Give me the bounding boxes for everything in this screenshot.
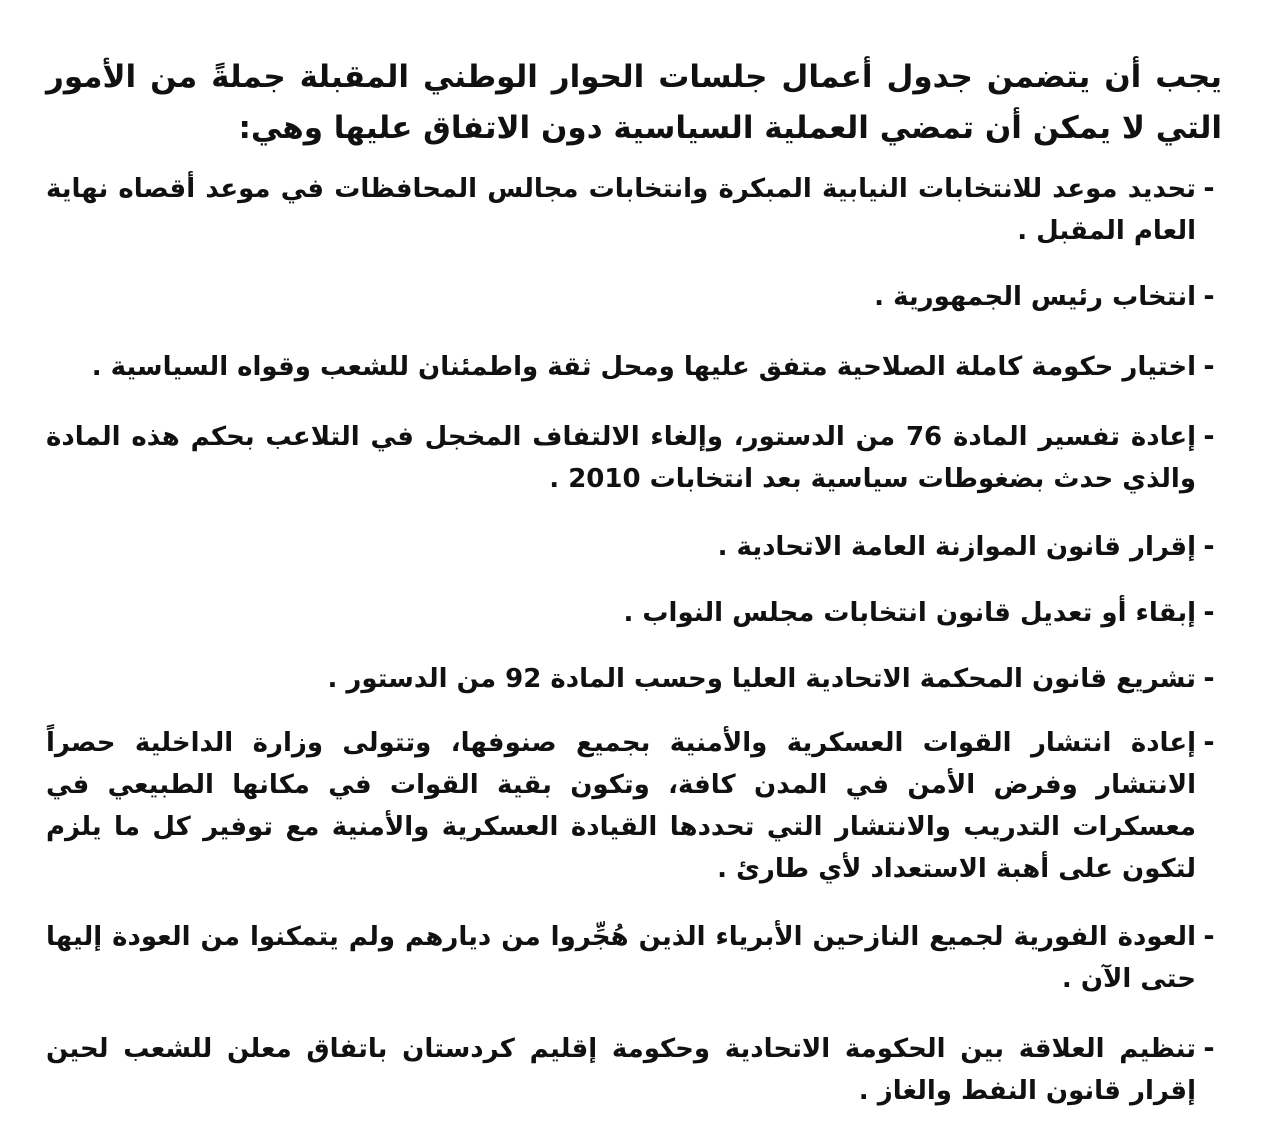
list-item-text: إبقاء أو تعديل قانون انتخابات مجلس النواب . — [623, 598, 1196, 628]
bullet-dash: - — [1203, 531, 1215, 562]
list-item-text: إعادة انتشار القوات العسكرية والأمنية بجميع صنوفها، وتتولى وزارة الداخلية حصراً الانتشار وفرض الأمن في المدن كافة، وتكون بقية القوات في مكانها الطبيعي في معسكرات التدريب والانتشار التي تحددها القيادة العسكرية والأمنية مع توفير كل ما يلزم لتكون على أهبة الاستعداد لأي طارئ . — [46, 728, 1196, 884]
agenda-list — [46, 168, 1222, 1112]
bullet-dash: - — [1203, 421, 1215, 452]
bullet-dash: - — [1203, 1033, 1215, 1064]
list-item — [46, 346, 1222, 388]
list-item — [46, 526, 1222, 568]
bullet-dash: - — [1203, 173, 1215, 204]
bullet-dash: - — [1203, 281, 1215, 312]
list-item — [46, 592, 1222, 634]
list-item-text: تشريع قانون المحكمة الاتحادية العليا وحسب المادة 92 من الدستور . — [327, 664, 1196, 694]
list-item-text: العودة الفورية لجميع النازحين الأبرياء الذين هُجِّروا من ديارهم ولم يتمكنوا من العودة إليها حتى الآن . — [46, 922, 1196, 994]
list-item-text: اختيار حكومة كاملة الصلاحية متفق عليها ومحل ثقة واطمئنان للشعب وقواه السياسية . — [91, 352, 1196, 382]
bullet-dash: - — [1203, 351, 1215, 382]
list-item-text: تحديد موعد للانتخابات النيابية المبكرة وانتخابات مجالس المحافظات في موعد أقصاه نهاية العام المقبل . — [46, 174, 1196, 246]
list-item — [46, 276, 1222, 318]
list-item — [46, 722, 1222, 890]
list-item-text: إعادة تفسير المادة 76 من الدستور، وإلغاء الالتفاف المخجل في التلاعب بحكم هذه المادة والذي حدث بضغوطات سياسية بعد انتخابات 2010 . — [46, 422, 1197, 494]
list-item-text: إقرار قانون الموازنة العامة الاتحادية . — [717, 532, 1196, 562]
list-item — [46, 168, 1222, 252]
list-item — [46, 416, 1222, 500]
bullet-dash: - — [1203, 921, 1215, 952]
list-item-text: تنظيم العلاقة بين الحكومة الاتحادية وحكومة إقليم كردستان باتفاق معلن للشعب لحين إقرار قانون النفط والغاز . — [46, 1034, 1196, 1106]
list-item-text: انتخاب رئيس الجمهورية . — [874, 282, 1196, 312]
bullet-dash: - — [1203, 727, 1215, 758]
list-item — [46, 916, 1222, 1000]
bullet-dash: - — [1203, 597, 1215, 628]
list-item — [46, 658, 1222, 700]
bullet-dash: - — [1203, 663, 1215, 694]
list-item — [46, 1028, 1222, 1112]
intro-paragraph: يجب أن يتضمن جدول أعمال جلسات الحوار الوطني المقبلة جملةً من الأمور التي لا يمكن أن تمضي العملية السياسية دون الاتفاق عليها وهي: — [46, 59, 1222, 146]
